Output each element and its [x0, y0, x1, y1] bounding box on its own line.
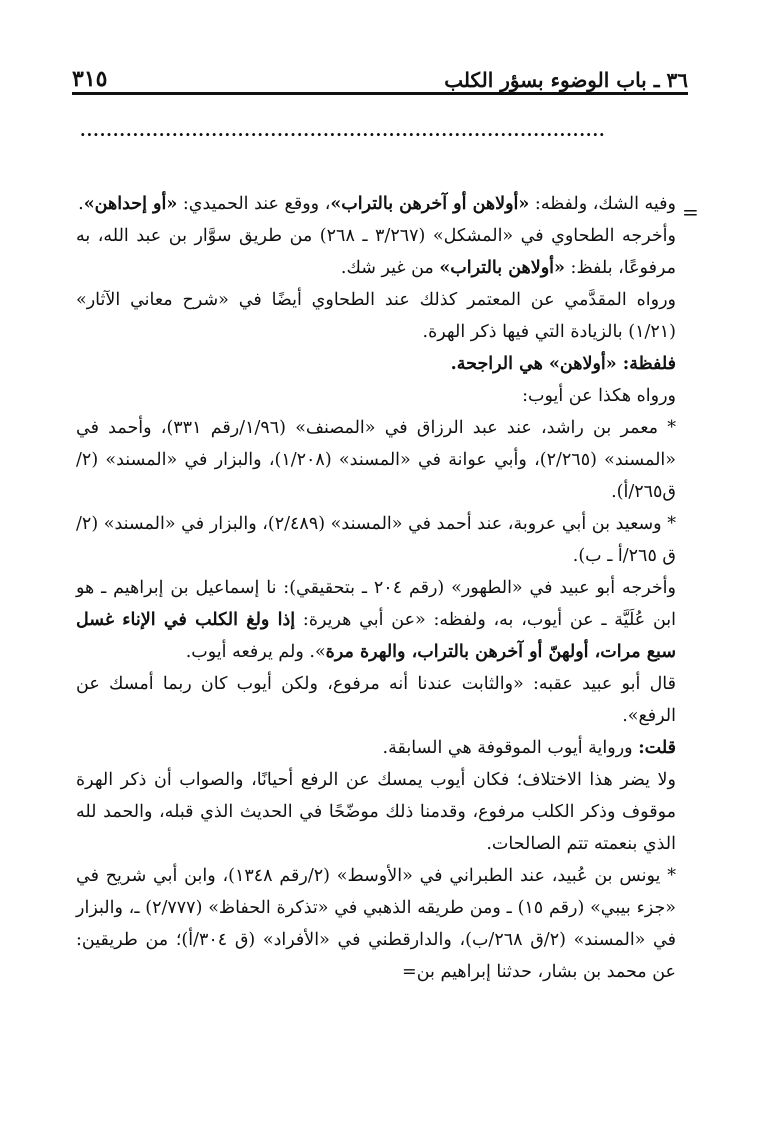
bold-text: قلت:	[638, 738, 676, 758]
footnote-body	[76, 188, 676, 988]
footnote-paragraph	[76, 220, 676, 284]
text-segment: ولا يضر هذا الاختلاف؛ فكان أيوب يمسك عن الرفع أحيانًا، والصواب أن ذكر الهرة موقوف وذكر الكلب مرفوع، وقدمنا ذلك موضّحًا في الحديث الذي قبله، والحمد لله الذي بنعمته تتم الصالحات.	[76, 770, 676, 854]
footnote-paragraph	[76, 348, 676, 380]
bold-text: فلفظة: «أولاهن» هي الراجحة.	[450, 354, 676, 374]
text-segment: ، ووقع عند الحميدي:	[177, 194, 331, 214]
page-header	[72, 58, 688, 92]
chapter-title: ٣٦ ـ باب الوضوء بسؤر الكلب	[444, 68, 688, 92]
text-segment: ورواه المقدَّمي عن المعتمر كذلك عند الطحاوي أيضًا في «شرح معاني الآثار» (١/٢١) بالزيادة التي فيها ذكر الهرة.	[76, 290, 676, 342]
text-segment: .	[78, 194, 84, 214]
page-number: ٣١٥	[72, 66, 108, 92]
footnote-paragraph	[76, 380, 676, 412]
text-segment: * وسعيد بن أبي عروبة، عند أحمد في «المسند» (٢/٤٨٩)، والبزار في «المسند» (٢/ق ٢٦٥/أ ـ ب).	[76, 514, 676, 566]
text-segment: وفيه الشك، ولفظه:	[529, 194, 676, 214]
text-segment: ورواه هكذا عن أيوب:	[522, 386, 676, 406]
bold-text: «أولاهن أو آخرهن بالتراب»	[330, 194, 530, 214]
text-segment: * معمر بن راشد، عند عبد الرزاق في «المصنف» (١/٩٦/رقم ٣٣١)، وأحمد في «المسند» (٢/٢٦٥)، وأبي عوانة في «المسند» (١/٢٠٨)، والبزار في «المسند» (٢/ق٢٦٥/أ).	[76, 418, 677, 502]
footnote-separator: ................................................................................	[80, 124, 606, 138]
footnote-paragraph	[76, 188, 676, 220]
footnote-paragraph	[76, 284, 676, 348]
footnote-paragraph	[76, 764, 676, 860]
footnote-paragraph	[76, 572, 676, 668]
text-segment: * يونس بن عُبيد، عند الطبراني في «الأوسط» (٢/رقم ١٣٤٨)، وابن أبي شريح في «جزء بيبي» (رقم ١٥) ـ ومن طريقه الذهبي في «تذكرة الحفاظ» (٢/٧٧٧) ـ، والبزار في «المسند» (٢/ق ٢٦٨/ب)، والدارقطني في «الأفراد» (ق ٣٠٤/أ)؛ من طريقين: عن محمد بن بشار، حدثنا إبراهيم بن=	[76, 866, 677, 982]
text-segment: قال أبو عبيد عقبه: «والثابت عندنا أنه مرفوع، ولكن أيوب كان ربما أمسك عن الرفع».	[76, 674, 676, 726]
text-segment: وأخرجه الطحاوي في «المشكل» (٣/٢٦٧ ـ ٢٦٨) من طريق سوَّار بن عبد الله، به مرفوعًا، بلفظ:	[76, 226, 676, 278]
footnote-paragraph	[76, 508, 676, 572]
footnote-paragraph	[76, 732, 676, 764]
text-segment: ». ولم يرفعه أيوب.	[185, 642, 326, 662]
footnote-paragraph	[76, 860, 676, 988]
text-segment: من غير شك.	[340, 258, 440, 278]
continuation-mark: =	[682, 200, 699, 224]
footnote-paragraph	[76, 668, 676, 732]
text-segment: وأخرجه أبو عبيد في «الطهور» (رقم ٢٠٤ ـ بتحقيقي): نا إسماعيل بن إبراهيم ـ هو ابن عُلَيَّة ـ عن أيوب، به، ولفظه: «عن أبي هريرة:	[76, 578, 676, 630]
bold-text: «أو إحداهن»	[83, 194, 178, 214]
header-rule	[72, 92, 688, 95]
bold-text: «أولاهن بالتراب»	[439, 258, 565, 278]
footnote-paragraph	[76, 412, 676, 508]
text-segment: ورواية أيوب الموقوفة هي السابقة.	[382, 738, 639, 758]
bold-text: إذا ولغ الكلب في الإناء غسل سبع مرات، أولهنّ أو آخرهن بالتراب، والهرة مرة	[76, 610, 676, 662]
